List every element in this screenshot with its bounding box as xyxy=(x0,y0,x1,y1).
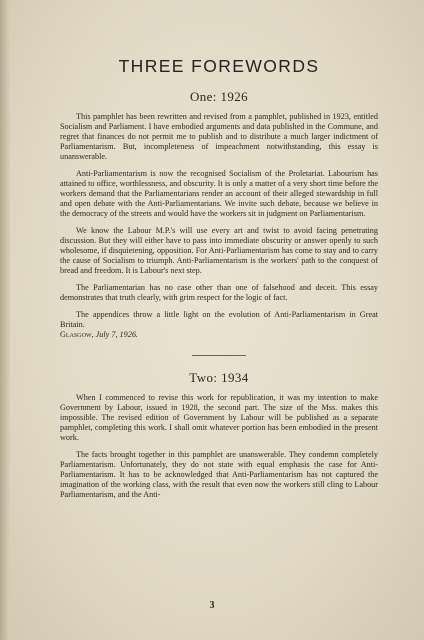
section-one-paragraph: Anti-Parliamentarism is now the recognised Socialism of the Proletariat. Labourism has attained to office, worthlessness, and obscurity. It is only a matter of a very short time before the workers demand that the Parliamentarians render an account of their alleged stewardship in full and open debate with the Anti-Parliamentarians. We invite such debate, because we believe in the democracy of the streets and would have the workers sit in judgment on Parliamentarism. xyxy=(60,169,378,218)
section-two-paragraph: The facts brought together in this pamphlet are unanswerable. They condemn completely Parliamentarism. Unfortunately, they do not state with equal emphasis the case for Anti-Parliamentarism. It has to be acknowledged that Anti-Parliamentarism has not captured the imagination of the working class, with the result that even now the workers still cling to Labour Parliamentarism, and the Anti- xyxy=(60,450,378,499)
section-one-paragraph: The appendices throw a little light on the evolution of Anti-Parliamentarism in Great Britain. xyxy=(60,310,378,329)
section-one-paragraph: The Parliamentarian has no case other than one of falsehood and deceit. This essay demonstrates that truth clearly, with grim respect for the logic of fact. xyxy=(60,283,378,302)
section-two-paragraph: When I commenced to revise this work for republication, it was my intention to make Government by Labour, issued in 1928, the second part. The size of the Mss. makes this impossible. The revised edition of Government by Labour will be published as a separate pamphlet, completing this work. I shall omit whatever portion has been embodied in the present work. xyxy=(60,393,378,442)
section-one-heading: One: 1926 xyxy=(189,89,249,104)
section-one-paragraph: This pamphlet has been rewritten and revised from a pamphlet, published in 1923, entitled Socialism and Parliament. I have embodied arguments and data published in the Commune, and regret that finances do not permit me to publish and to distribute a much larger indictment of Parliamentarism. But, incompleteness of impeachment notwithstanding, this essay is unanswerable. xyxy=(60,112,378,161)
section-two-heading: Two: 1934 xyxy=(189,370,249,385)
page-content xyxy=(60,56,378,507)
section-divider xyxy=(192,355,246,356)
page-number: 3 xyxy=(209,600,215,611)
page-title: THREE FOREWORDS xyxy=(118,56,320,76)
signature-line: Glasgow, July 7, 1926. xyxy=(60,330,138,339)
section-one-paragraph: We know the Labour M.P.'s will use every art and twist to avoid facing penetrating discussion. But they will either have to pass into immediate obscurity or answer openly to such wholesome, if disquietening, opposition. For Anti-Parliamentarism has come to stay and to carry the cause of Socialism to triumph. Anti-Parliamentarism is the workers' path to the conquest of bread and freedom. It is Labour's next step. xyxy=(60,226,378,275)
signature-date: July 7, 1926. xyxy=(95,330,138,339)
signature-place: Glasgow xyxy=(60,330,92,339)
binding-shadow xyxy=(0,0,10,640)
